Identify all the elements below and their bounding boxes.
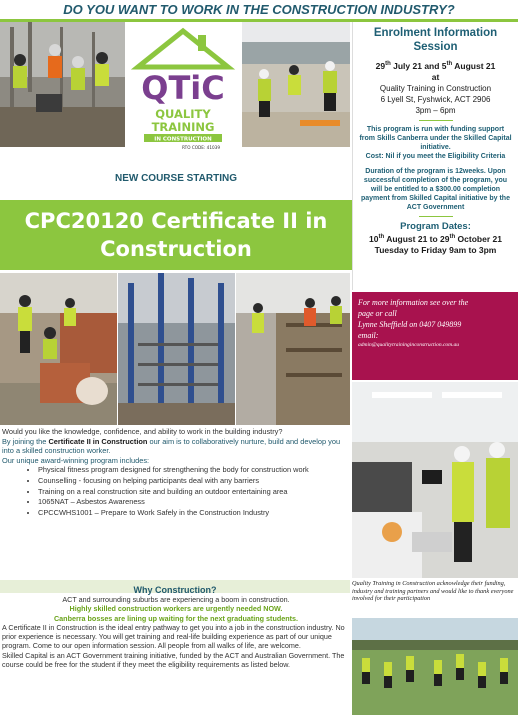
enrolment-time: 3pm – 6pm	[415, 105, 456, 115]
svg-text:QUALITY: QUALITY	[155, 107, 211, 121]
list-item: • CPCCWHS1001 – Prepare to Work Safely in the Construction Industry	[38, 508, 350, 518]
acknowledgement-caption: Quality Training in Construction acknowledge their funding, industry and training partners and would like to thank everyone involved for their participation	[352, 580, 514, 603]
photo-classroom	[352, 382, 518, 578]
certificate-line1: CPC20120 Certificate II in	[24, 209, 328, 233]
contact-phone[interactable]: Lynne Sheffield on 0407 049899	[358, 320, 462, 329]
why-section	[0, 595, 350, 669]
photo-outdoor-structure	[236, 273, 350, 425]
enrolment-venue: Quality Training in Construction	[379, 83, 492, 93]
intro-text: By joining the	[2, 436, 49, 446]
enrolment-address: 6 Lyell St, Fyshwick, ACT 2906	[380, 94, 491, 104]
date-sup: th	[446, 61, 453, 67]
list-item: • Training on a real construction site and building an outdoor entertaining area	[38, 487, 350, 497]
contact-line2: page or call	[358, 309, 397, 318]
headline-text: DO YOU WANT TO WORK IN THE CONSTRUCTION INDUSTRY?	[63, 2, 455, 17]
date-part: 29	[375, 60, 386, 71]
svg-text:RTO CODE: 41039: RTO CODE: 41039	[182, 145, 220, 150]
why-title: Why Construction?	[133, 585, 217, 595]
list-item: • 1065NAT – Asbestos Awareness	[38, 497, 350, 507]
cost-note: Cost: Nil if you meet the Eligibility Criteria	[365, 152, 506, 160]
enrolment-at: at	[431, 71, 440, 82]
why-construction-header	[0, 580, 350, 593]
list-item: • Counselling - focusing on helping participants deal with any barriers	[38, 476, 350, 486]
why-paragraph2: Skilled Capital is an ACT Government training initiative, funded by the ACT and Australian Government. The course could be free for the student if they meet the eligibility requirements as listed below.	[2, 650, 345, 670]
why-line1: ACT and surrounding suburbs are experiencing a boom in construction.	[62, 595, 290, 604]
date-part: August 21	[452, 60, 496, 71]
intro-section	[0, 427, 350, 518]
why-paragraph1: A Certificate II in Construction is the ideal entry pathway to get you into a job in the construction industry. No prior experience is necessary. You will get training and real-life building experience as part of our unique program. Come to our open information session. All people from all walks of life, are welcome.	[2, 622, 345, 651]
enrolment-title-line1: Enrolment Information	[373, 27, 498, 39]
svg-text:QTiC: QTiC	[141, 69, 225, 107]
why-line2: Highly skilled construction workers are urgently needed NOW.	[69, 604, 283, 614]
divider	[419, 120, 453, 121]
program-list	[38, 465, 350, 517]
date-sup: th	[385, 61, 391, 67]
date-part: August 21 to 29	[384, 233, 450, 244]
contact-email-label: email:	[358, 331, 379, 340]
photo-steel-reinforcement	[118, 273, 235, 425]
date-part: 10	[369, 233, 379, 244]
photo-workshop-students	[242, 22, 350, 147]
certificate-title-box	[0, 200, 352, 270]
certificate-line2: Construction	[100, 237, 252, 261]
qtic-logo	[128, 25, 238, 150]
contact-box	[352, 292, 518, 380]
svg-text:TRAINING: TRAINING	[151, 120, 215, 134]
enrolment-title-line2: Session	[413, 41, 458, 53]
intro-question: Would you like the knowledge, confidence, and ability to work in the building industry?	[2, 427, 283, 436]
date-sup: th	[378, 233, 385, 240]
date-sup: th	[449, 233, 456, 240]
svg-text:IN CONSTRUCTION: IN CONSTRUCTION	[154, 136, 212, 143]
program-days: Tuesday to Friday 9am to 3pm	[374, 244, 497, 255]
new-course-label: NEW COURSE STARTING	[114, 173, 238, 184]
funding-note: This program is run with funding support from Skills Canberra under the Skilled Capital initiative.	[359, 125, 512, 151]
intro-course-name: Certificate II in Construction	[48, 436, 148, 446]
date-part: October 21	[455, 233, 502, 244]
contact-email[interactable]: admin@qualitytraininginconstruction.com.au	[358, 342, 459, 348]
divider	[419, 216, 453, 217]
duration-note: Duration of the program is 12weeks. Upon successful completion of the program, you will be entitled to a $300.00 completion payment from Skilled Capital initiative by the ACT Government	[361, 167, 510, 211]
photo-workers-formwork	[0, 22, 125, 147]
program-dates-title: Program Dates:	[400, 220, 471, 232]
enrolment-panel	[352, 22, 518, 290]
program-includes-label: Our unique award-winning program includes:	[2, 455, 150, 465]
intro-text: our aim is to collaboratively nurture, build and develop you into a skilled construction worker.	[2, 436, 341, 456]
photo-bricklaying	[0, 273, 117, 425]
contact-line1: For more information see over the	[358, 298, 469, 307]
enrolment-dates	[353, 59, 518, 83]
headline-banner	[0, 0, 518, 22]
enrolment-title	[353, 26, 518, 54]
list-item: • Physical fitness program designed for strengthening the body for construction work	[38, 465, 350, 475]
intro-paragraph	[2, 437, 350, 456]
date-part: July 21 and 5	[390, 60, 447, 71]
why-line3: Canberra bosses are lining up waiting for the next graduating students.	[53, 613, 298, 623]
photo-group-exercise	[352, 618, 518, 715]
certificate-title	[25, 207, 328, 263]
program-dates	[353, 232, 518, 245]
